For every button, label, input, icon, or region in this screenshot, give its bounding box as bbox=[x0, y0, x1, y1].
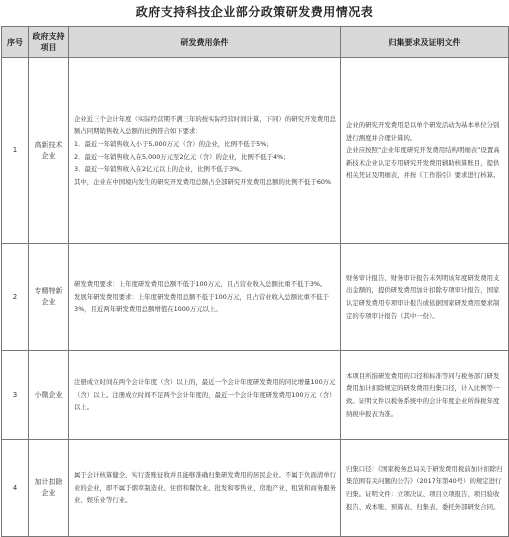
table-row bbox=[2, 58, 509, 244]
row-requirements: 本项目所指研发费用的口径和标准等同与税务部门研发费用加计扣除规定的研发费用归集口径，计入比例等一致。证明文件以税务系统中的会计年度企业所得税年度纳税申报表为准。 bbox=[341, 351, 509, 440]
row-project: 专精特新企业 bbox=[29, 244, 69, 351]
table-row bbox=[2, 244, 509, 351]
row-seq: 1 bbox=[2, 58, 29, 244]
row-conditions: 属于会计核算健全、实行查账征收并且能够准确归集研发费用的居民企业。不属于负面清单行业的企业，即不属于烟草制造业、住宿和餐饮业、批发和零售业、房地产业、租赁和商务服务业、娱乐业等行业。 bbox=[69, 440, 341, 537]
header-seq: 序号 bbox=[2, 27, 29, 58]
document-page bbox=[0, 2, 509, 528]
row-requirements: 归集口径：《国家税务总局关于研发费用税前加计扣除归集范围有关问题的公告》（2017年第40号）的规定进行归集。证明文件：立项决议、项目立项报告、项目验收报告、成本账、预算表、归集表、委托外部研发合同。 bbox=[341, 440, 509, 537]
row-conditions: 研发费用要求：上年度研发费用总额不低于100万元，且占营业收入总额比重不低于3%。 发展年研发费用要求：上年度研发费用总额不低于100万元，且占营业收入总额比重不低于3%，且近两年研发费用总额增值在1000万元以上。 bbox=[69, 244, 341, 351]
row-project: 小微企业 bbox=[29, 351, 69, 440]
header-project: 政府支持项目 bbox=[29, 27, 69, 58]
row-seq: 2 bbox=[2, 244, 29, 351]
row-requirements: 企业的研究开发费用是以单个研发活动为基本单位分别进行测度并合理计算的。 企业应按照“企业年度研究开发费用结构明细表”设置高新技术企业认定专用研究开发费用辅助核算账目，提供相关凭证及明细表，并按《工作指引》要求进行核算。 bbox=[341, 58, 509, 244]
table-row bbox=[2, 351, 509, 440]
row-project: 高新技术企业 bbox=[29, 58, 69, 244]
header-conditions: 研发费用条件 bbox=[69, 27, 341, 58]
header-requirements: 归集要求及证明文件 bbox=[341, 27, 509, 58]
row-requirements: 财务审计报告、财务审计报告未列明该年度研发费用支出金额的，提供研发费用加计扣除专项审计报告，国家认定研发费用专项审计报告或依据国家研发费用要求制定的专项审计报告（其中一份）。 bbox=[341, 244, 509, 351]
row-conditions: 企业近三个会计年度（实际经营期不满三年的按实际经营时间计算，下同）的研究开发费用总额占同期销售收入总额的比例符合如下要求： 1．最近一年销售收入小于5,000万元（含）的企业，比例不低于5%； 2．最近一年销售收入在5,000万元至2亿元（含）的企业，比例不低于4%； 3．最近一年销售收入在2亿元以上的企业，比例不低于3%。 其中，企业在中国境内发生的研究开发费用总额占全部研究开发费用总额的比例不低于60% bbox=[69, 58, 341, 244]
table-header-row bbox=[2, 27, 509, 58]
row-seq: 4 bbox=[2, 440, 29, 537]
row-seq: 3 bbox=[2, 351, 29, 440]
table-row bbox=[2, 440, 509, 537]
row-project: 加计扣除企业 bbox=[29, 440, 69, 537]
policy-table bbox=[1, 26, 509, 537]
row-conditions: 注册成立时间在两个会计年度（含）以上的，最近一个会计年度研发费用的同比增量100万元（含）以上。注册成立时间不足两个会计年度的，最近一个会计年度研发费用100万元（含）以上。 bbox=[69, 351, 341, 440]
document-title: 政府支持科技企业部分政策研发费用情况表 bbox=[135, 5, 374, 19]
